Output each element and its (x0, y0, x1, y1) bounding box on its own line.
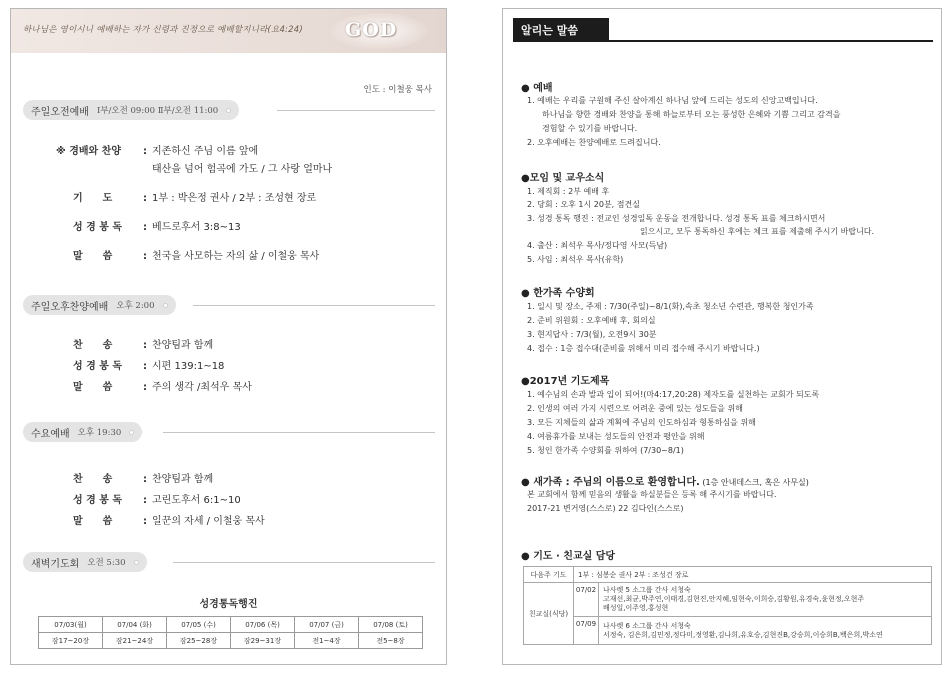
service-time: Ⅰ부/오전 09:00 Ⅱ부/오전 11:00 (96, 106, 219, 116)
table-row (524, 583, 932, 617)
service-pill (23, 100, 239, 120)
table-row (524, 617, 932, 645)
colon: : (143, 222, 147, 233)
table-row (39, 617, 423, 633)
worship-leader: 인도 : 이철웅 목사 (363, 85, 432, 95)
list-item: 2. 오후예배는 찬양예배로 드려집니다. (527, 138, 661, 147)
service-name: 주일오후찬양예배 (31, 301, 109, 313)
order-label: 말 씀 (73, 382, 113, 393)
service-header-morning (23, 100, 435, 120)
service-name: 주일오전예배 (31, 106, 89, 118)
table-row (524, 567, 932, 583)
order-label: 찬 송 (73, 474, 113, 485)
next-prayer-value: 1부 : 심봉순 권사 2부 : 조성건 장로 (574, 567, 932, 583)
order-row (73, 189, 316, 204)
schedule-chapters: 잠25~28장 (167, 633, 231, 649)
order-row (73, 470, 213, 485)
order-value: 천국을 사모하는 자의 삶 / 이철웅 목사 (152, 251, 320, 262)
list-item: 3. 현지답사 : 7/3(월), 오전9시 30분 (527, 330, 657, 339)
schedule-date: 07/07 (금) (295, 617, 359, 633)
schedule-chapters: 잠17~20장 (39, 633, 103, 649)
duty-date: 07/02 (574, 583, 599, 617)
colon: : (143, 516, 147, 527)
duty-members: 배성일,이주영,홍성현 (603, 604, 669, 612)
section-heading: ● 예배 (521, 83, 553, 94)
worship-order-panel (10, 8, 447, 665)
order-label: 성 경 봉 독 (73, 361, 123, 372)
list-item: 2. 당회 : 오후 1시 20분, 점견실 (527, 200, 640, 209)
list-item: 5. 사임 : 최석우 목사(유학) (527, 255, 624, 264)
order-row (152, 160, 332, 175)
reading-schedule-title: 성경통독행진 (199, 599, 258, 610)
duty-members-cell (599, 583, 932, 617)
order-row (73, 512, 265, 527)
service-pill (23, 552, 147, 572)
new-family-heading: ● 새가족 : 주님의 이름으로 환영합니다. (521, 477, 700, 488)
fellowship-label: 친교실(식당) (524, 583, 574, 645)
service-name: 새벽기도회 (31, 558, 80, 570)
service-pill (23, 295, 176, 315)
list-item: 본 교회에서 함께 믿음의 생활을 하실분들은 등록 해 주시기를 바랍니다. (527, 490, 777, 499)
order-row (73, 491, 241, 506)
table-row (39, 633, 423, 649)
colon: : (143, 146, 147, 157)
order-value: 1부 : 박은정 권사 / 2부 : 조성현 장로 (152, 193, 317, 204)
schedule-date: 07/03(월) (39, 617, 103, 633)
list-item: 5. 청인 한가족 수양회를 위하여 (7/30~8/1) (527, 446, 684, 455)
list-item: 4. 출산 : 최석우 목사/정다영 사모(득남) (527, 241, 668, 250)
list-item: 2017-21 변거영(스스로) 22 김다인(스스로) (527, 504, 684, 513)
order-label: 기 도 (73, 193, 113, 204)
schedule-date: 07/08 (토) (359, 617, 423, 633)
service-time: 오후 2:00 (116, 301, 155, 311)
order-row (73, 247, 319, 262)
divider (173, 562, 435, 563)
duty-group: 나사렛 5 소그룹 간사 서청숙 (603, 586, 691, 594)
order-value: 주의 생각 /최석우 목사 (152, 382, 252, 393)
divider (513, 40, 933, 42)
list-item: 2. 인생의 여러 가지 시련으로 어려운 중에 있는 성도들을 위해 (527, 404, 743, 413)
order-label: 성 경 봉 독 (73, 495, 123, 506)
order-row (73, 378, 252, 393)
service-time: 오전 5:30 (87, 558, 126, 568)
schedule-chapters: 잠29~31장 (231, 633, 295, 649)
order-value: 찬양팀과 함께 (152, 340, 214, 351)
divider (193, 305, 435, 306)
service-dot-icon (134, 560, 139, 565)
schedule-chapters: 전1~4장 (295, 633, 359, 649)
section-heading: ●모임 및 교우소식 (521, 173, 605, 184)
list-item: 3. 모든 지체들의 삶과 계획에 주님의 인도하심과 형통하심을 위해 (527, 418, 756, 427)
list-item: 경험할 수 있기를 바랍니다. (542, 124, 638, 133)
list-item: 2. 준비 위원회 : 오후예배 후, 회의실 (527, 316, 656, 325)
list-item: 1. 일시 및 장소, 주제 : 7/30(주일)~8/1(화),속초 청소년 수련관, 행복한 청인가족 (527, 302, 814, 311)
section-heading: ●2017년 기도제목 (521, 376, 610, 387)
reading-schedule-table (38, 616, 423, 649)
order-row (73, 336, 213, 351)
order-label: 말 씀 (73, 251, 113, 262)
order-row (56, 142, 258, 157)
duty-members: 서정숙, 김은희,김민정,정다미,정영환,김나희,유호승,김현진B,강승희,이승희B,백은희,박소연 (603, 630, 883, 639)
service-dot-icon (226, 108, 231, 113)
order-row (73, 357, 224, 372)
colon: : (143, 251, 147, 262)
service-dot-icon (129, 430, 134, 435)
order-value: 찬양팀과 함께 (152, 474, 214, 485)
god-logo (331, 13, 427, 49)
next-prayer-label: 다음주 기도 (524, 567, 574, 583)
service-header-dawn (23, 552, 435, 572)
order-row (73, 218, 241, 233)
colon: : (143, 382, 147, 393)
order-label: 말 씀 (73, 516, 113, 527)
order-value: 태산을 넘어 험곡에 가도 / 그 사랑 얼마나 (152, 164, 333, 175)
service-time: 오후 19:30 (77, 428, 122, 438)
announcements-title: 알리는 말씀 (513, 18, 609, 41)
section-heading: ● 기도 · 친교실 담당 (521, 551, 616, 562)
order-value: 지존하신 주님 이름 앞에 (152, 146, 259, 157)
list-item: 1. 예배는 우리를 구원해 주신 살아계신 하나님 앞에 드리는 성도의 신앙고백입니다. (527, 96, 818, 105)
list-item: 3. 성경 통독 행진 : 전교인 성경일독 운동을 전개합니다. 성경 통독 표를 체크하시면서 (527, 214, 826, 223)
order-label: ※ 경배와 찬양 (56, 146, 121, 157)
duty-table (523, 566, 932, 645)
duty-date: 07/09 (574, 617, 599, 645)
service-pill (23, 422, 142, 442)
god-logo-text: GOD (345, 19, 398, 41)
list-item: 하나님을 향한 경배와 찬양을 통해 하늘로부터 오는 풍성한 은혜와 기쁨 그리고 감격을 (542, 110, 841, 119)
service-header-wednesday (23, 422, 435, 442)
divider (277, 110, 435, 111)
schedule-date: 07/06 (목) (231, 617, 295, 633)
colon: : (143, 361, 147, 372)
section-heading (521, 473, 809, 488)
header-verse: 하나님은 영이시니 예배하는 자가 신령과 진정으로 예배할지니라(요4:24) (23, 25, 303, 35)
divider (163, 432, 435, 433)
list-item: 1. 예수님의 손과 발과 입이 되어!(마4:17,20:28) 제자도를 실천하는 교회가 되도록 (527, 390, 820, 399)
service-name: 수요예배 (31, 428, 70, 440)
duty-members: 고재선,최균,박주연,이태경,김현진,안지혜,임현숙,이희승,김황원,유경숙,윤현정,오현주 (603, 595, 865, 603)
order-value: 시편 139:1~18 (152, 361, 225, 372)
schedule-chapters: 잠21~24장 (103, 633, 167, 649)
order-value: 고린도후서 6:1~10 (152, 495, 241, 506)
list-item: 1. 제직회 : 2부 예배 후 (527, 187, 610, 196)
header-banner (11, 9, 446, 53)
list-item: 4. 여름휴가를 보내는 성도들의 안전과 평안을 위해 (527, 432, 705, 441)
list-item: 4. 접수 : 1층 접수대(준비를 위해서 미리 접수해 주시기 바랍니다.) (527, 344, 760, 353)
order-value: 일꾼의 자세 / 이철웅 목사 (152, 516, 265, 527)
section-heading: ● 한가족 수양회 (521, 288, 595, 299)
announcements-panel (502, 8, 942, 665)
schedule-date: 07/04 (화) (103, 617, 167, 633)
order-label: 찬 송 (73, 340, 113, 351)
order-value: 베드로후서 3:8~13 (152, 222, 241, 233)
service-header-afternoon (23, 295, 435, 315)
duty-group: 나사렛 6 소그룹 간사 서청숙 (603, 621, 691, 630)
service-dot-icon (163, 303, 168, 308)
order-label: 성 경 봉 독 (73, 222, 123, 233)
colon: : (143, 193, 147, 204)
schedule-date: 07/05 (수) (167, 617, 231, 633)
new-family-note: (1층 안내데스크, 혹은 사무실) (699, 478, 809, 487)
duty-members-cell (599, 617, 932, 645)
list-item: 읽으시고, 모두 통독하신 후에는 체크 표를 제출해 주시기 바랍니다. (640, 227, 875, 236)
colon: : (143, 474, 147, 485)
colon: : (143, 340, 147, 351)
colon: : (143, 495, 147, 506)
schedule-chapters: 전5~8장 (359, 633, 423, 649)
